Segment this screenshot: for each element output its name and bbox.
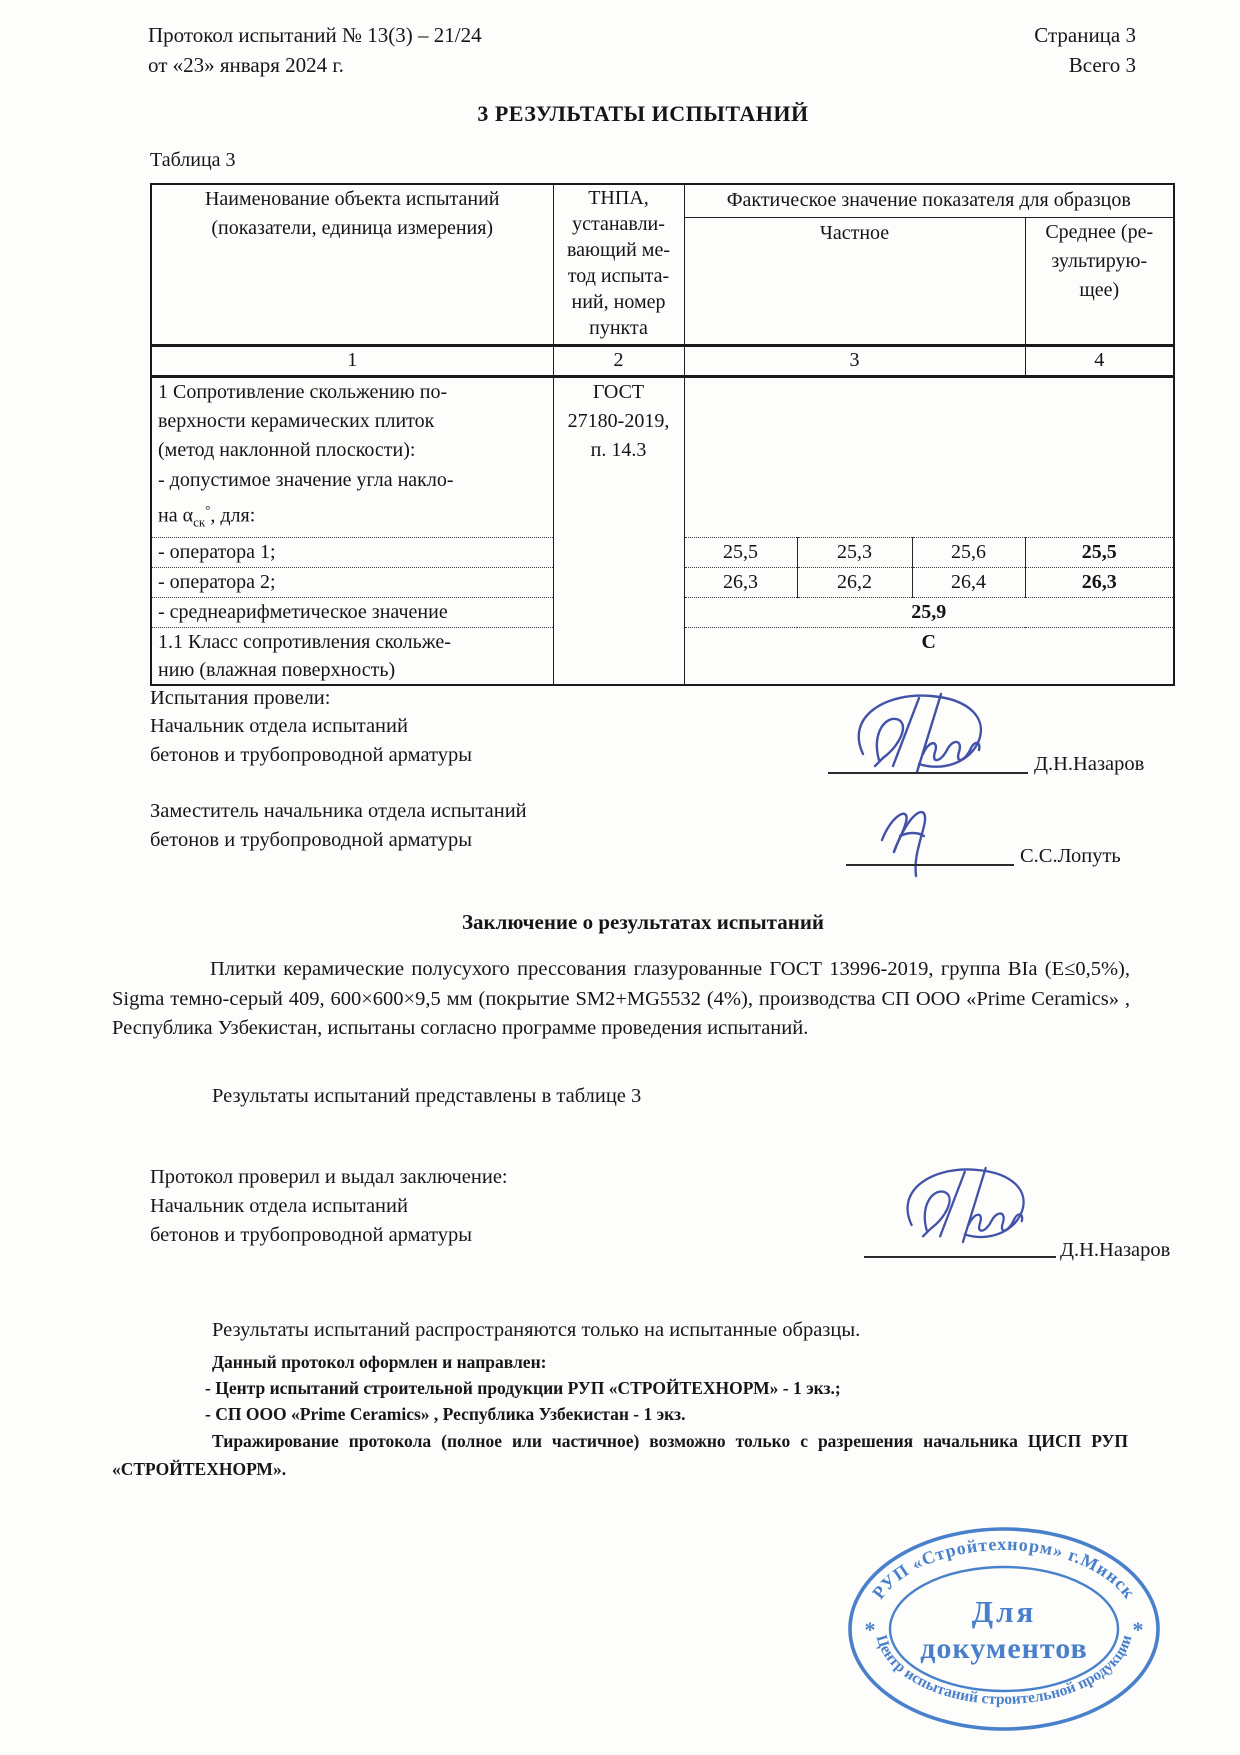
empty-values-cell (684, 377, 1174, 538)
stamp-center-line2: документов (920, 1632, 1088, 1665)
stamp-right-asterisk: * (1132, 1617, 1144, 1642)
class-value-cell: С (921, 630, 936, 653)
average-header: Среднее (ре- зультирую- щее) (1025, 218, 1174, 346)
conclusion-paragraph: Плитки керамические полусухого прессования глазурованные ГОСТ 13996-2019, группа BIa (Е≤0,5%), Sigma темно-серый 409, 600×600×9,5 мм (покрытие SM2+MG5532 (4%), производства СП ООО «Prime Ceramics» , Республика Узбекистан, испытаны согласно программе проведения испытаний. (112, 958, 1130, 1039)
signature-line (864, 1256, 1056, 1258)
col-number: 4 (1025, 346, 1174, 377)
issued-line: Данный протокол оформлен и направлен: (212, 1352, 547, 1372)
stamp-inner-ring (890, 1567, 1118, 1691)
scope-note: Результаты испытаний распространяются только на испытанные образцы. (212, 1319, 861, 1341)
value-cell: 25,6 (912, 537, 1025, 567)
tnpa-cell: ГОСТ 27180-2019, п. 14.3 (553, 377, 684, 685)
stamp-left-asterisk: * (864, 1617, 876, 1642)
protocol-date: от «23» января 2024 г. (148, 53, 344, 77)
verification-name: Д.Н.Назаров (1060, 1239, 1171, 1261)
sig1-name: Д.Н.Назаров (1034, 753, 1145, 775)
distribution-item: - Центр испытаний строительной продукции РУП «СТРОЙТЕХНОРМ» - 1 экз.; (205, 1378, 841, 1398)
actual-value-span-header: Фактическое значение показателя для образцов (684, 184, 1174, 218)
page-indicator (1034, 20, 1136, 80)
mean-value-cell: 25,9 (684, 597, 1174, 627)
average-cell: 25,5 (1025, 537, 1174, 567)
col1-header: Наименование объекта испытаний (показатели, единица измерения) (151, 184, 553, 346)
value-cell: 26,4 (912, 567, 1025, 597)
conclusion-title: Заключение о результатах испытаний (461, 910, 825, 934)
table-caption: Таблица 3 (150, 149, 236, 171)
partial-header: Частное (684, 218, 1025, 346)
row-label: - оператора 2; (151, 567, 553, 597)
protocol-header (148, 20, 482, 80)
verification-role-line1: Начальник отдела испытаний (150, 1195, 408, 1217)
col2-header: ТНПА, устанавли- вающий ме- тод испыта- ний, номер пункта (553, 184, 684, 346)
value-cell: 25,3 (797, 537, 912, 567)
verification-role-line2: бетонов и трубопроводной арматуры (150, 1224, 472, 1246)
verification-intro: Протокол проверил и выдал заключение: (150, 1166, 508, 1188)
copy-note: Тиражирование протокола (полное или частичное) возможно только с разрешения начальника ЦИСП РУП «СТРОЙТЕХНОРМ». (112, 1431, 1128, 1479)
column-number-row (151, 346, 1174, 377)
signature-line (846, 864, 1014, 866)
value-cell: 26,2 (797, 567, 912, 597)
table-header-row (151, 184, 1174, 218)
page-number: Страница 3 (1034, 23, 1136, 47)
signature-scribble-nazarov2 (885, 1152, 1075, 1258)
organization-stamp (843, 1522, 1165, 1736)
section-title: 3 РЕЗУЛЬТАТЫ ИСПЫТАНИЙ (477, 101, 809, 126)
value-cell: 25,5 (684, 537, 797, 567)
stamp-bottom-text: Центр испытаний строительной продукции (872, 1632, 1136, 1709)
stamp-center-line1: Для (971, 1594, 1037, 1629)
distribution-item: - СП ООО «Prime Ceramics» , Республика Узбекистан - 1 экз. (205, 1404, 686, 1424)
svg-text:РУП «Стройтехнорм» г.Минск (868, 1534, 1140, 1603)
signature-scribble-nazarov (835, 688, 1035, 778)
sig1-role-line1: Начальник отдела испытаний (150, 715, 408, 737)
page-total: Всего 3 (1068, 53, 1136, 77)
signature-line (828, 772, 1028, 774)
stamp-top-text: РУП «Стройтехнорм» г.Минск (868, 1533, 1140, 1603)
value-cell: 26,3 (684, 567, 797, 597)
sig1-role-line2: бетонов и трубопроводной арматуры (150, 744, 472, 766)
col-number: 2 (553, 346, 684, 377)
row-label: - среднеарифметическое значение (151, 597, 553, 627)
testers-intro: Испытания провели: (150, 687, 331, 709)
sig2-name: С.С.Лопуть (1020, 845, 1121, 867)
indicator-name-cell: 1 Сопротивление скольжению по- верхности керамических плиток (метод наклонной плоскости): - допустимое значение угла накло- на $\alpha_{ск}^\circ$, для: (151, 377, 553, 538)
results-table (150, 183, 1175, 686)
row-label: 1.1 Класс сопротивления скольже- нию (влажная поверхность) (151, 627, 553, 685)
col-number: 1 (151, 346, 553, 377)
sig2-role-line1: Заместитель начальника отдела испытаний (150, 800, 527, 822)
protocol-number: Протокол испытаний № 13(3) – 21/24 (148, 23, 482, 47)
col-number: 3 (684, 346, 1025, 377)
row-label: - оператора 1; (151, 537, 553, 567)
sig2-role-line2: бетонов и трубопроводной арматуры (150, 829, 472, 851)
average-cell: 26,3 (1025, 567, 1174, 597)
results-note: Результаты испытаний представлены в таблице 3 (212, 1085, 642, 1107)
table-row-indicator (151, 377, 1174, 538)
